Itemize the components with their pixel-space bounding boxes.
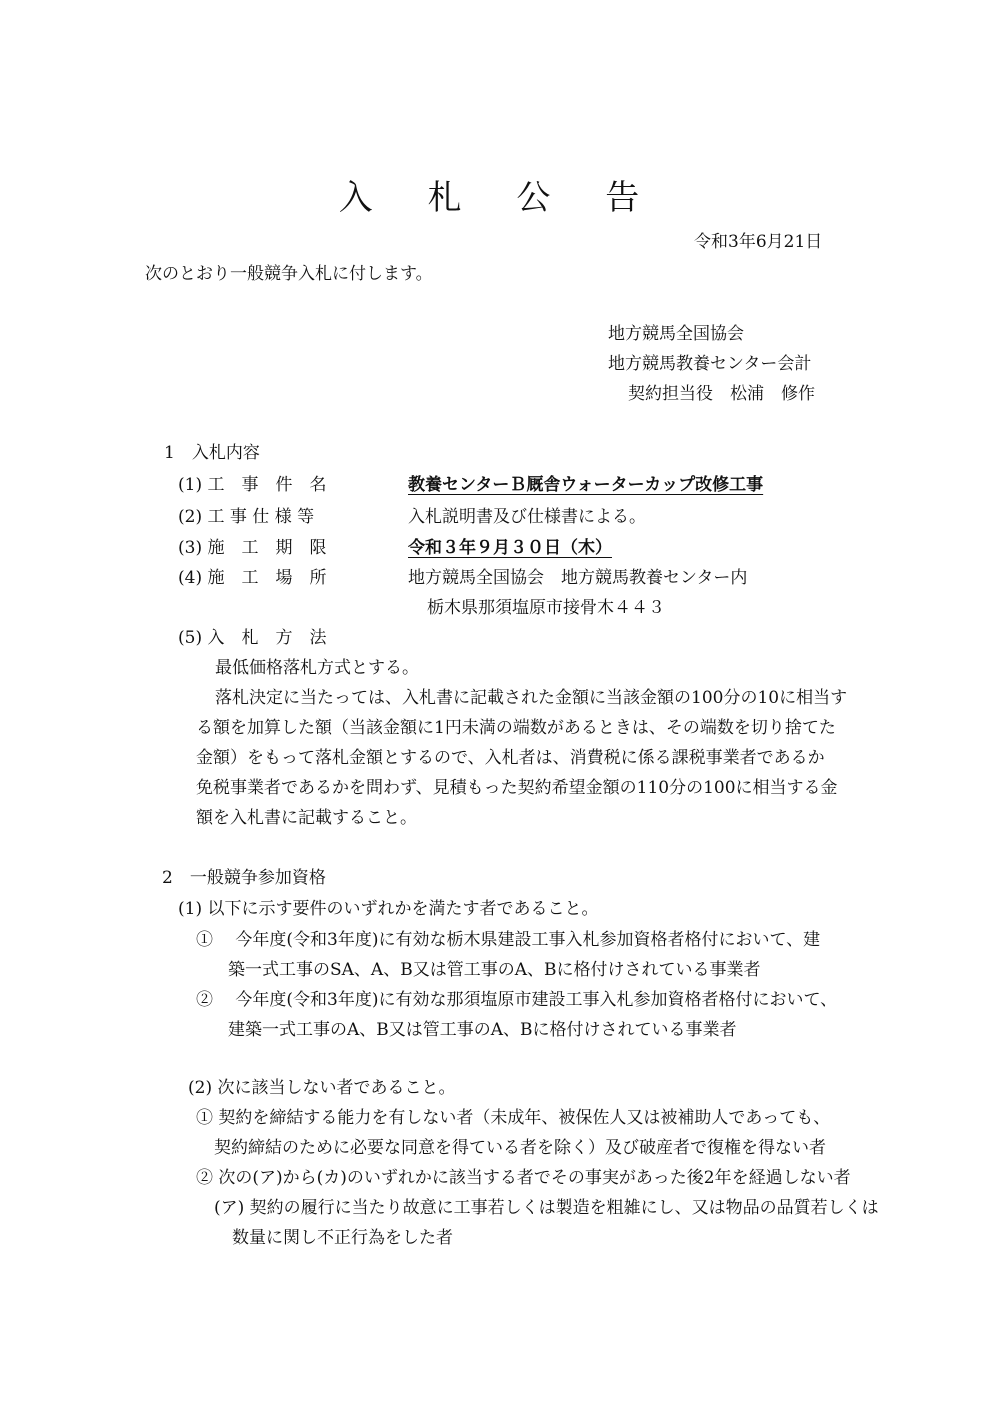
- document-title: 入 札 公 告: [338, 178, 662, 218]
- sub1-line: 築一式工事のSA、A、B又は管工事のA、Bに格付けされている事業者: [228, 960, 761, 980]
- method-line: る額を加算した額（当該金額に1円未満の端数があるときは、その端数を切り捨てた: [196, 718, 836, 738]
- sub2-line: (ア) 契約の履行に当たり故意に工事若しくは製造を粗雑にし、又は物品の品質若しくは: [214, 1198, 879, 1218]
- method-line: 落札決定に当たっては、入札書に記載された金額に当該金額の100分の10に相当す: [215, 688, 848, 708]
- sub2-line: 数量に関し不正行為をした者: [232, 1228, 453, 1248]
- sub1-line: 建築一式工事のA、B又は管工事のA、Bに格付けされている事業者: [228, 1020, 737, 1040]
- method-line: 金額）をもって落札金額とするので、入札者は、消費税に係る課税事業者であるか: [196, 748, 825, 768]
- sub1-line: ① 今年度(令和3年度)に有効な栃木県建設工事入札参加資格者格付において、建: [196, 930, 821, 950]
- item4-label: (4) 施 工 場 所: [178, 568, 327, 588]
- sub2-line: ② 次の(ア)から(カ)のいずれかに該当する者でその事実があった後2年を経過しない者: [196, 1168, 851, 1188]
- sub2-heading: (2) 次に該当しない者であること。: [188, 1078, 456, 1098]
- item4-value-address: 栃木県那須塩原市接骨木４４３: [427, 598, 665, 618]
- item2-value: 入札説明書及び仕様書による。: [408, 507, 646, 527]
- sub2-line: 契約締結のために必要な同意を得ている者を除く）及び破産者で復権を得ない者: [214, 1138, 826, 1158]
- method-line: 額を入札書に記載すること。: [196, 808, 417, 828]
- issue-date: 令和3年6月21日: [694, 232, 823, 252]
- intro-text: 次のとおり一般競争入札に付します。: [145, 264, 433, 284]
- issuer-officer: 契約担当役 松浦 修作: [628, 384, 815, 404]
- item3-value: 令和３年９月３０日（木）: [408, 538, 612, 558]
- method-line: 最低価格落札方式とする。: [215, 658, 419, 678]
- item1-value: 教養センターＢ厩舎ウォーターカップ改修工事: [408, 475, 764, 495]
- section1-heading: 1 入札内容: [164, 443, 260, 463]
- section2-heading: 2 一般競争参加資格: [162, 868, 326, 888]
- method-line: 免税事業者であるかを問わず、見積もった契約希望金額の110分の100に相当する金: [196, 778, 838, 798]
- sub2-line: ① 契約を締結する能力を有しない者（未成年、被保佐人又は被補助人であっても、: [196, 1108, 831, 1128]
- item3-label: (3) 施 工 期 限: [178, 538, 327, 558]
- item4-value: 地方競馬全国協会 地方競馬教養センター内: [408, 568, 748, 588]
- issuer-dept: 地方競馬教養センター会計: [608, 354, 812, 374]
- sub1-heading: (1) 以下に示す要件のいずれかを満たす者であること。: [178, 899, 599, 919]
- item5-label: (5) 入 札 方 法: [178, 628, 327, 648]
- item1-label: (1) 工 事 件 名: [178, 475, 327, 495]
- sub1-line: ② 今年度(令和3年度)に有効な那須塩原市建設工事入札参加資格者格付において、: [196, 990, 838, 1010]
- issuer-org: 地方競馬全国協会: [608, 324, 744, 344]
- item2-label: (2) 工 事 仕 様 等: [178, 507, 315, 527]
